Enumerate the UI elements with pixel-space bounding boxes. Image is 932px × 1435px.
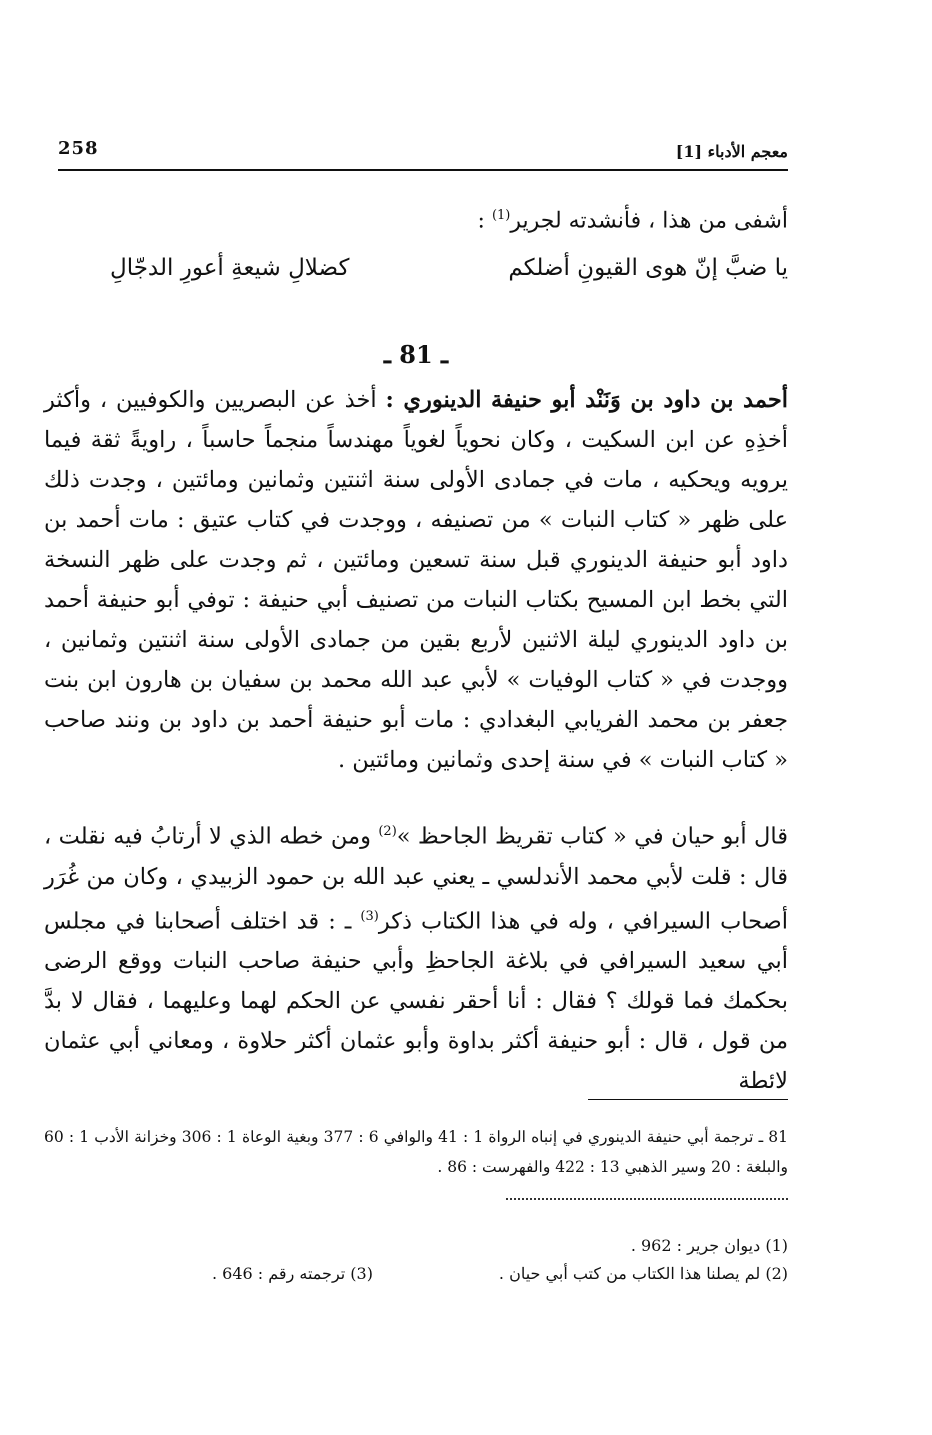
entry-paragraph-1 xyxy=(44,380,788,780)
entry-paragraph-2 xyxy=(44,812,788,1101)
footnote-mark-3: (3) xyxy=(360,908,379,924)
sources-note: 81 ـ ترجمة أبي حنيفة الدينوري في إنباه الرواة 1 : 41 والوافي 6 : 377 وبغية الوعاة 1 : 306 وخزانة الأدب 1 : 60 والبلغة : 20 وسير الذهبي 13 : 422 والفهرست : 86 . xyxy=(44,1128,788,1176)
footnote-rule xyxy=(588,1099,788,1100)
entry-number: ـ 81 ـ xyxy=(383,340,449,369)
paragraph-2-text-a: قال أبو حيان في « كتاب تقريظ الجاحظ » xyxy=(396,823,788,850)
page-header xyxy=(58,130,788,170)
paragraph-1-text: أخذ عن البصريين والكوفيين ، وأكثر أخذِهِ عن ابن السكيت ، وكان نحوياً لغوياً مهندساً منجماً حاسباً ، راويةً ثقة فيما يرويه ويحكيه ، مات في جمادى الأولى سنة اثنتين وثمانين ومائتين ، وجدت ذلك على ظهر « كتاب النبات » من تصنيفه ، ووجدت في كتاب عتيق : مات أحمد بن داود أبو حنيفة الدينوري قبل سنة تسعين ومائتين ، ثم وجدت على ظهر النسخة التي بخط ابن المسيح بكتاب النبات من تصنيف أبي حنيفة : توفي أبو حنيفة أحمد بن داود الدينوري ليلة الاثنين لأربع بقين من جمادى الأولى سنة اثنتين وثمانين ، ووجدت في « كتاب الوفيات » لأبي عبد الله محمد بن سفيان بن هارون ابن بنت جعفر بن محمد الفريابي البغدادي : مات أبو حنيفة أحمد بن داود بن ونند صاحب « كتاب النبات » في سنة إحدى وثمانين ومائتين . xyxy=(44,387,788,773)
verse-hemistich-2: كضلالِ شيعةِ أعورِ الدجّالِ xyxy=(110,255,350,281)
intro-text: أشفى من هذا ، فأنشدته لجرير xyxy=(510,208,788,234)
footnote-1: (1) ديوان جرير : 962 . xyxy=(630,1236,788,1255)
verse-hemistich-1: يا ضبَّ إنّ هوى القيونِ أضلكم xyxy=(508,255,788,281)
page-number: 258 xyxy=(58,138,99,159)
footnote-2: (2) لم يصلنا هذا الكتاب من كتب أبي حيان . xyxy=(498,1264,788,1283)
dotted-separator xyxy=(506,1198,788,1200)
footnote-3: (3) ترجمته رقم : 646 . xyxy=(212,1264,373,1283)
footnote-mark-2: (2) xyxy=(378,824,397,839)
running-title: معجم الأدباء [1] xyxy=(675,142,788,161)
header-rule xyxy=(58,169,788,171)
verse xyxy=(110,255,788,291)
intro-line xyxy=(44,208,788,233)
intro-colon: : xyxy=(477,208,492,234)
paragraph-2-text-b: ومن خطه الذي لا أرتابُ فيه نقلت ، قال : قلت لأبي محمد الأندلسي ـ يعني عبد الله بن حمود الزبيدي ، وكان من غُرَر أصحاب السيرافي ، وله في هذا الكتاب ذكر xyxy=(44,823,788,934)
entry-name: أحمد بن داود بن وَنَنْد أبو حنيفة الدينوري : xyxy=(385,387,788,413)
footnote-mark-1: (1) xyxy=(491,208,511,223)
paragraph-2-text-c: ـ : قد اختلف أصحابنا في مجلس أبي سعيد السيرافي في بلاغة الجاحظِ وأبي حنيفة صاحب النبات ووقع الرضى بحكمك فما قولك ؟ فقال : أنا أحقر نفسي عن الحكم لهما وعليهما ، فقال لا بدَّ من قول ، قال : أبو حنيفة أكثر بداوة وأبو عثمان أكثر حلاوة ، ومعاني أبي عثمان لائطة xyxy=(44,908,788,1094)
